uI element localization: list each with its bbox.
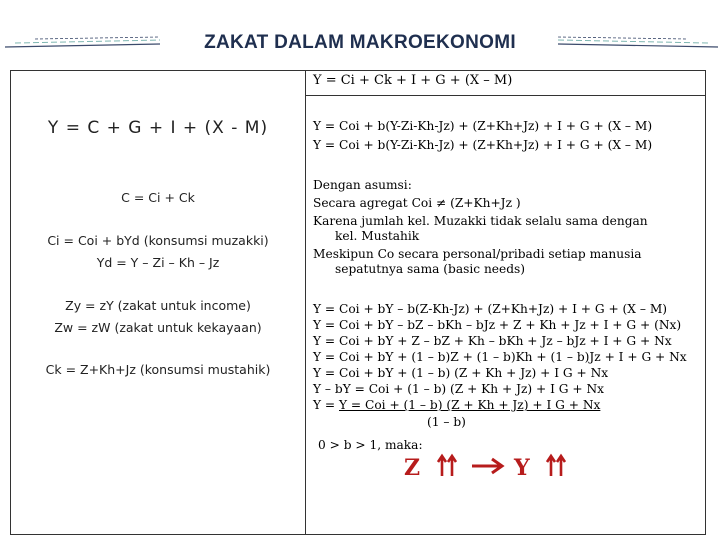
derivation-line: Y = Coi + bY + (1 – b) (Z + Kh + Jz) + I G + Nx: [313, 366, 609, 380]
main-equation: Y = C + G + I + (X - M): [47, 118, 269, 138]
c-equation: C = Ci + Ck: [121, 190, 195, 205]
ci-equation: Ci = Coi + bYd (konsumsi muzakki): [47, 233, 269, 248]
zy-equation: Zy = zY (zakat untuk income): [65, 298, 251, 313]
yd-equation: Yd = Y – Zi – Kh – Jz: [96, 255, 220, 270]
double-up-arrow-icon: [436, 452, 460, 478]
assumption-2-cont: kel. Mustahik: [335, 229, 420, 243]
substitution-equation-1: Y = Coi + b(Y-Zi-Kh-Jz) + (Z+Kh+Jz) + I + G + (X – M): [313, 119, 653, 133]
slide-title: ZAKAT DALAM MAKROEKONOMI: [204, 32, 516, 53]
final-equation-denominator: (1 – b): [427, 415, 466, 429]
right-arrow-icon: [470, 456, 506, 476]
assumption-1: Secara agregat Coi ≠ (Z+Kh+Jz ): [313, 196, 521, 210]
assumption-heading: Dengan asumsi:: [313, 178, 412, 192]
derivation-line: Y – bY = Coi + (1 – b) (Z + Kh + Jz) + I G + Nx: [313, 382, 605, 396]
final-equation-numerator: Y = Coi + (1 – b) (Z + Kh + Jz) + I G + Nx: [339, 398, 601, 412]
double-up-arrow-icon: [545, 452, 569, 478]
derivation-line: Y = Coi + bY + (1 – b)Z + (1 – b)Kh + (1 – b)Jz + I + G + Nx: [313, 350, 687, 364]
top-equation: Y = Ci + Ck + I + G + (X – M): [313, 73, 513, 88]
final-equation: Y = Y = Coi + (1 – b) (Z + Kh + Jz) + I G + Nx: [313, 398, 601, 412]
derivation-line: Y = Coi + bY – bZ – bKh – bJz + Z + Kh + Jz + I + G + (Nx): [313, 318, 682, 332]
substitution-equation-2: Y = Coi + b(Y-Zi-Kh-Jz) + (Z+Kh+Jz) + I + G + (X – M): [313, 138, 653, 152]
assumption-3-cont: sepatutnya sama (basic needs): [335, 262, 526, 276]
condition-text: 0 > b > 1, maka:: [318, 438, 423, 452]
derivation-line: Y = Coi + bY + Z – bZ + Kh – bKh + Jz – bJz + I + G + Nx: [313, 334, 672, 348]
column-divider: [305, 70, 306, 535]
assumption-3: Meskipun Co secara personal/pribadi setiap manusia: [313, 247, 642, 261]
ck-equation: Ck = Z+Kh+Jz (konsumsi mustahik): [45, 362, 271, 377]
zw-equation: Zw = zW (zakat untuk kekayaan): [54, 320, 262, 335]
result-y: Y: [514, 455, 530, 481]
header-divider: [305, 95, 706, 96]
result-z: Z: [404, 455, 421, 481]
assumption-2: Karena jumlah kel. Muzakki tidak selalu sama dengan: [313, 214, 648, 228]
derivation-line: Y = Coi + bY – b(Z-Kh-Jz) + (Z+Kh+Jz) + I + G + (X – M): [313, 302, 668, 316]
